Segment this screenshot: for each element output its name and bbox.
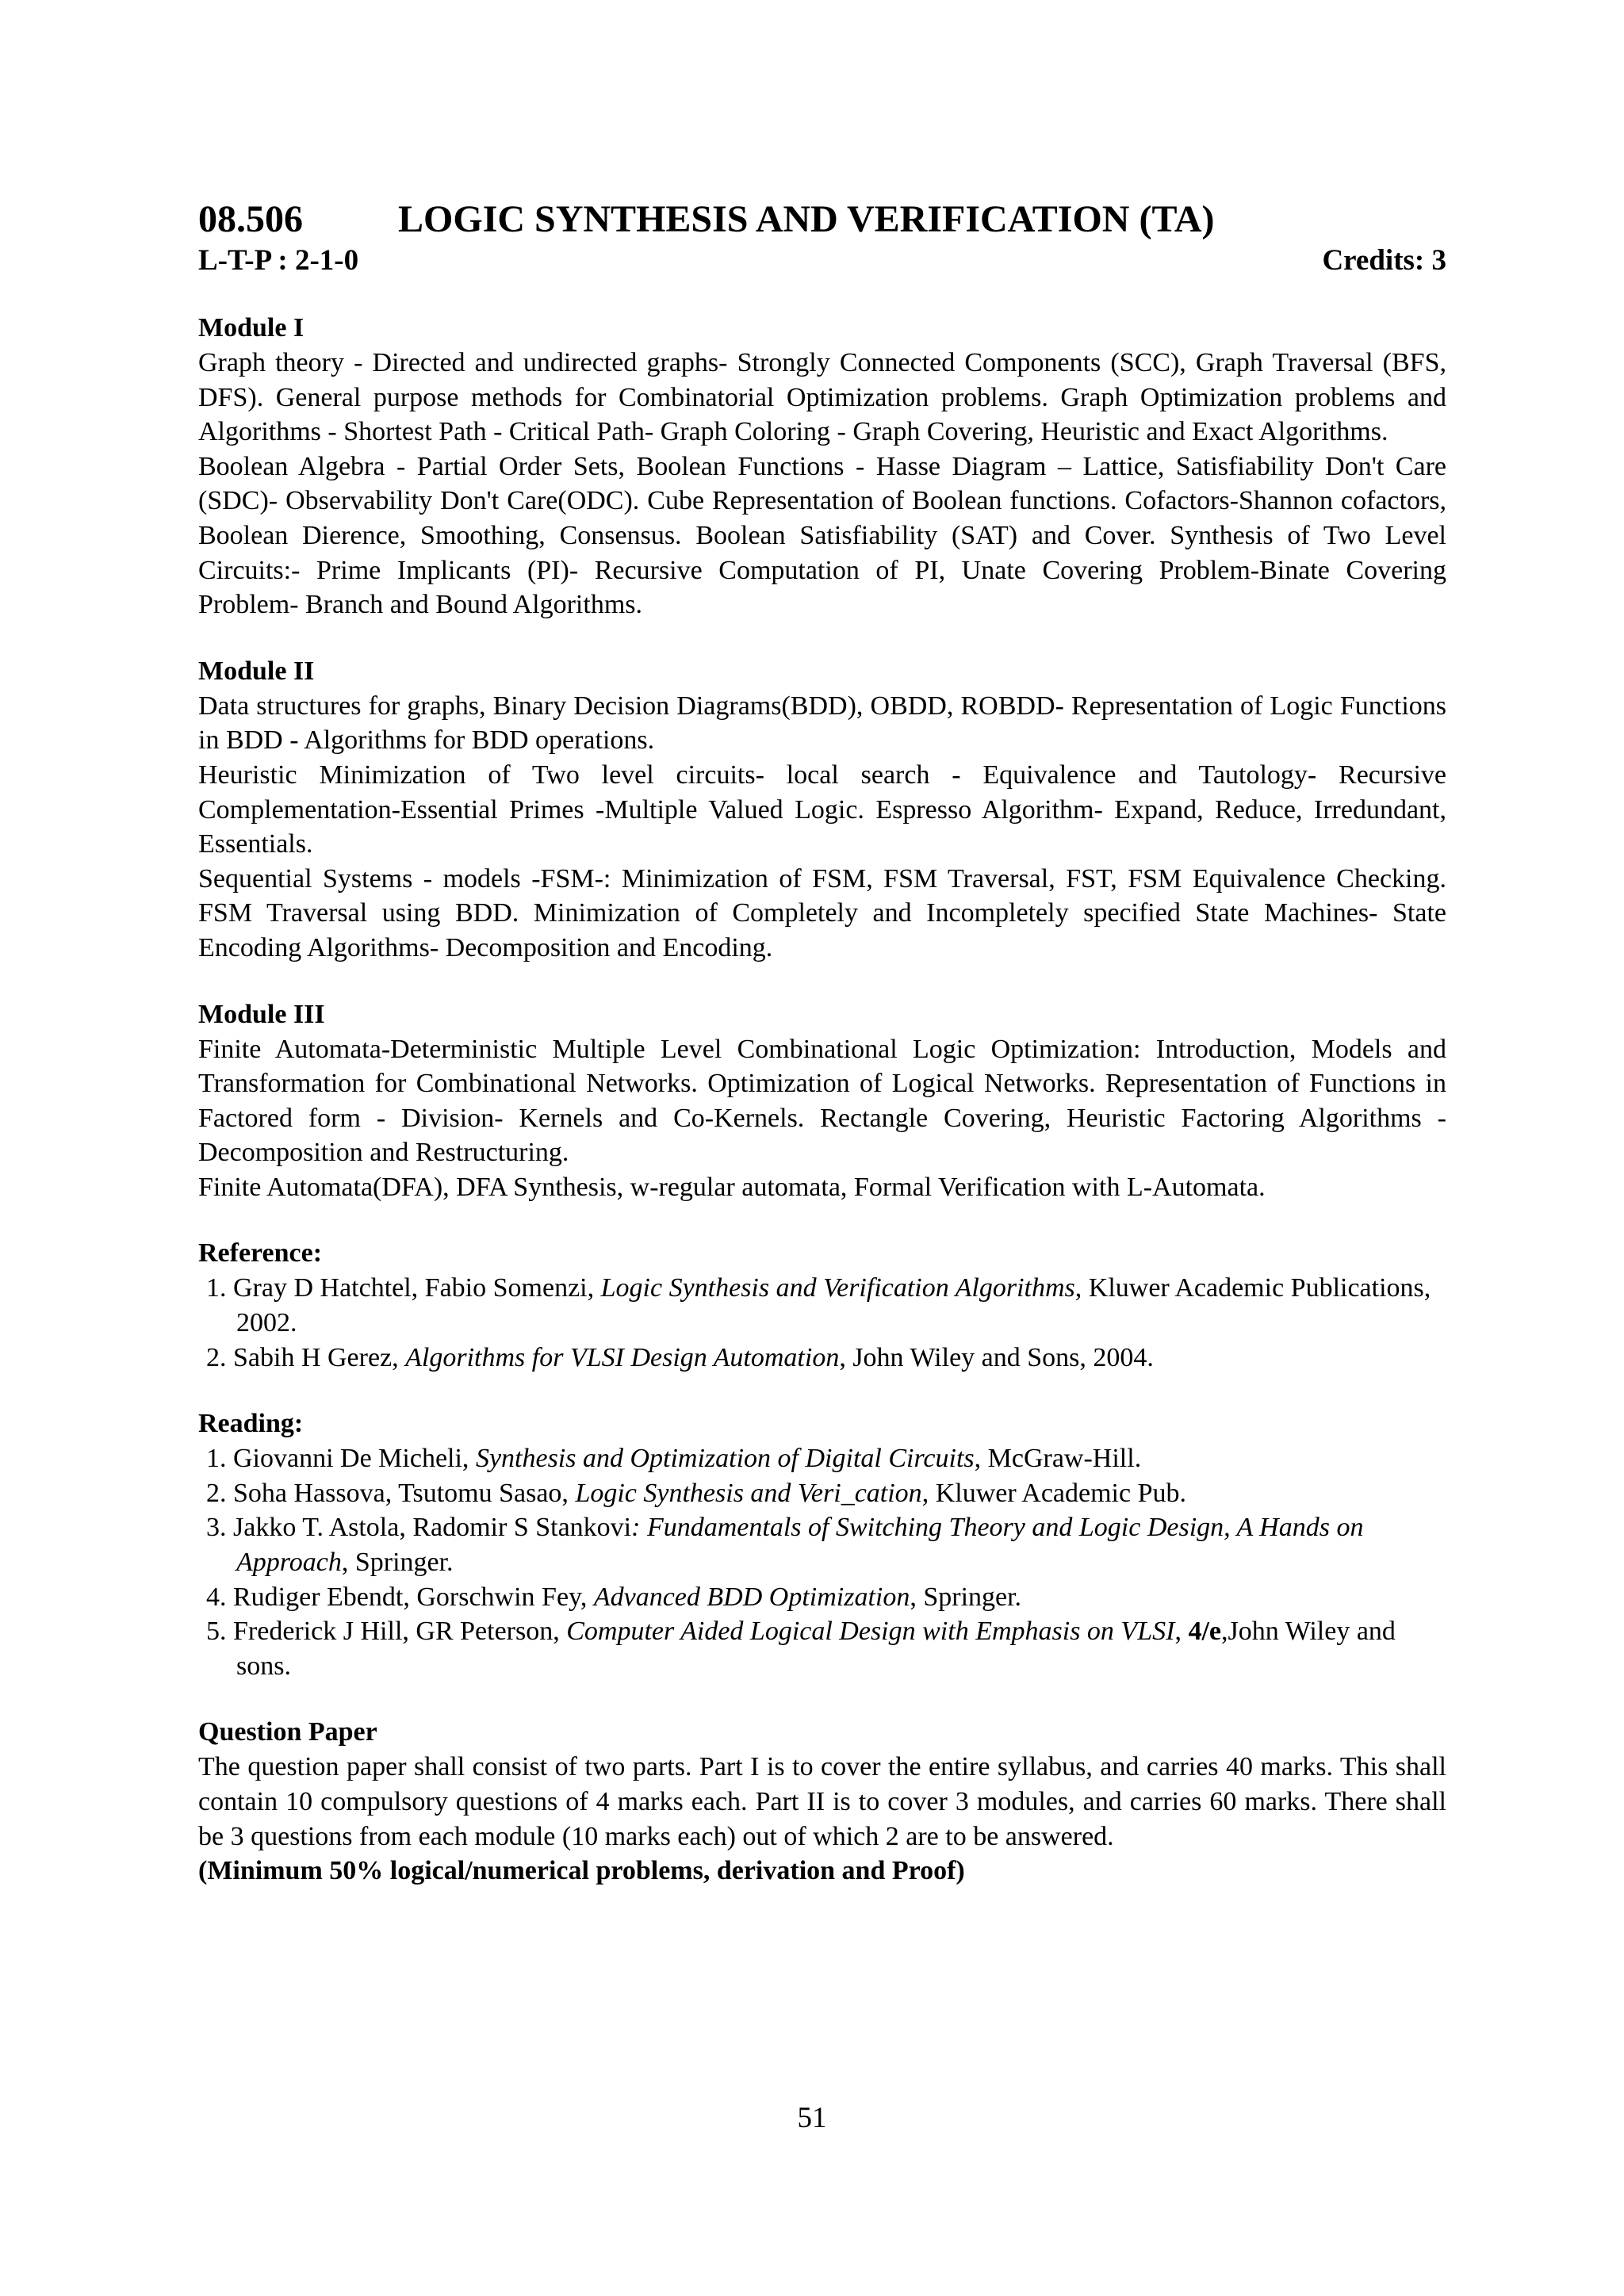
reading-authors: 3. Jakko T. Astola, Radomir S Stankovi	[206, 1513, 632, 1543]
reading-title: Computer Aided Logical Design with Emphasis on VLSI	[566, 1617, 1175, 1647]
reading-title: : Fundamentals of Switching Theory and Logic Design, A Hands on Approach	[236, 1513, 1364, 1578]
course-title-row	[198, 197, 1446, 243]
reference-authors: 2. Sabih H Gerez,	[206, 1342, 406, 1372]
page-number: 51	[797, 2102, 827, 2134]
reading-authors: 5. Frederick J Hill, GR Peterson,	[206, 1617, 567, 1647]
reading-publisher: , Springer.	[910, 1582, 1022, 1612]
ltp-credits-row	[198, 243, 1446, 279]
module-2-paragraph: Data structures for graphs, Binary Decision Diagrams(BDD), OBDD, ROBDD- Representation of Logic Functions in BDD - Algorithms for BDD operations.	[198, 691, 1446, 756]
reading-publisher: , McGraw-Hill.	[974, 1444, 1142, 1474]
reading-item	[198, 1614, 1446, 1683]
module-3-paragraph: Finite Automata(DFA), DFA Synthesis, w-regular automata, Formal Verification with L-Automata.	[198, 1172, 1266, 1202]
reading-edition: 4/e	[1188, 1617, 1221, 1647]
reading-item	[198, 1510, 1446, 1579]
module-2-paragraph: Heuristic Minimization of Two level circuits- local search - Equivalence and Tautology- Recursive Complementation-Essential Primes -Multiple Valued Logic. Espresso Algorithm- Expand, Reduce, Irredundant, Essentials.	[198, 760, 1446, 859]
question-paper-note: (Minimum 50% logical/numerical problems, derivation and Proof)	[198, 1856, 965, 1886]
reference-title: Logic Synthesis and Verification Algorithms	[600, 1273, 1075, 1303]
reference-item	[198, 1271, 1446, 1340]
reading-authors: 1. Giovanni De Micheli,	[206, 1444, 476, 1474]
reference-authors: 1. Gray D Hatchtel, Fabio Somenzi,	[206, 1273, 601, 1303]
reading-authors: 2. Soha Hassova, Tsutomu Sasao,	[206, 1478, 576, 1508]
module-2-heading: Module II	[198, 656, 315, 686]
ltp-label: L-T-P : 2-1-0	[198, 244, 359, 277]
syllabus-page	[198, 197, 1446, 1888]
reference-heading: Reference:	[198, 1238, 323, 1269]
reading-item	[198, 1476, 1446, 1511]
reading-heading: Reading:	[198, 1409, 304, 1439]
module-3-paragraph: Finite Automata-Deterministic Multiple Level Combinational Logic Optimization: Introduction, Models and Transformation for Combinational Networks. Optimization of Logical Networks. Representation of Functions in Factored form - Division- Kernels and Co-Kernels. Rectangle Covering, Heuristic Factoring Algorithms - Decomposition and Restructuring.	[198, 1034, 1446, 1168]
module-1-paragraph: Graph theory - Directed and undirected graphs- Strongly Connected Components (SCC), Graph Traversal (BFS, DFS). General purpose methods for Combinatorial Optimization problems. Graph Optimization problems and Algorithms - Shortest Path - Critical Path- Graph Coloring - Graph Covering, Heuristic and Exact Algorithms.	[198, 348, 1446, 447]
course-title: LOGIC SYNTHESIS AND VERIFICATION (TA)	[398, 198, 1215, 240]
reference-title: Algorithms for VLSI Design Automation	[405, 1342, 840, 1372]
question-paper-text: The question paper shall consist of two parts. Part I is to cover the entire syllabus, and carries 40 marks. This shall contain 10 compulsory questions of 4 marks each. Part II is to cover 3 modules, and carries 60 marks. There shall be 3 questions from each module (10 marks each) out of which 2 are to be answered.	[198, 1752, 1446, 1851]
reading-title: Advanced BDD Optimization	[593, 1582, 910, 1612]
credits-label: Credits: 3	[1322, 244, 1446, 277]
module-1-paragraph: Boolean Algebra - Partial Order Sets, Boolean Functions - Hasse Diagram – Lattice, Satisfiability Don't Care (SDC)- Observability Don't Care(ODC). Cube Representation of Boolean functions. Cofactors-Shannon cofactors, Boolean Dierence, Smoothing, Consensus. Boolean Satisfiability (SAT) and Cover. Synthesis of Two Level Circuits:- Prime Implicants (PI)- Recursive Computation of PI, Unate Covering Problem-Binate Covering Problem- Branch and Bound Algorithms.	[198, 451, 1446, 620]
reference-publisher: , John Wiley and Sons, 2004.	[839, 1342, 1154, 1372]
course-code: 08.506	[198, 198, 303, 240]
reading-publisher: ,John Wiley and sons.	[236, 1617, 1396, 1681]
module-3-heading: Module III	[198, 999, 325, 1029]
reading-publisher: , Kluwer Academic Pub.	[921, 1478, 1186, 1508]
module-1-heading: Module I	[198, 313, 304, 342]
reading-authors: 4. Rudiger Ebendt, Gorschwin Fey,	[206, 1582, 594, 1612]
reading-item	[198, 1441, 1446, 1476]
module-2-paragraph: Sequential Systems - models -FSM-: Minimization of FSM, FSM Traversal, FST, FSM Equivalence Checking. FSM Traversal using BDD. Minimization of Completely and Incompletely specified State Machines- State Encoding Algorithms- Decomposition and Encoding.	[198, 863, 1446, 962]
reading-publisher: , Springer.	[341, 1548, 454, 1578]
reference-publisher: , Kluwer Academic Publications, 2002.	[236, 1273, 1431, 1338]
reading-title: Synthesis and Optimization of Digital Circuits	[475, 1444, 975, 1474]
question-paper-heading: Question Paper	[198, 1717, 377, 1747]
reading-item	[198, 1580, 1446, 1615]
reading-separator: ,	[1174, 1617, 1189, 1647]
reading-title: Logic Synthesis and Veri_cation	[575, 1478, 922, 1508]
reference-item	[198, 1341, 1446, 1376]
